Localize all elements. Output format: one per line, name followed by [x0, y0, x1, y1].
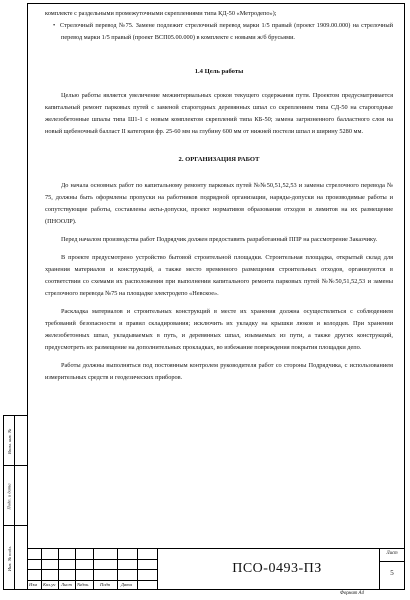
title-block — [27, 548, 405, 590]
paragraph: До начала основных работ по капитальному ремонту парковых путей №№50,51,52,53 и замены стрелочного перевода № 75, должны быть оформлены пропуски на работников подрядной организации, наряды-допуски на производимые работы и сопутствующие работы, составлены акты-допуски, проект нормативов образования отходов и лимитов на их размещение (ПНООЛР). — [45, 182, 393, 225]
paragraph: Перед началом производства работ Подрядчик должен предоставить разработанный ППР на рассмотрение Заказчику. — [61, 236, 378, 243]
side-label-sign-date: Подп. и дата — [7, 482, 12, 510]
side-label-inv-original: Инв. № подл. — [7, 545, 13, 571]
document-code: ПСО-0493-ПЗ — [232, 561, 322, 576]
document-body — [45, 8, 393, 543]
side-label-replace-inv: Взам. инв. № — [7, 428, 13, 454]
paragraph: В проекте предусмотрено устройство бытовой строительной площадки. Строительная площадка, открытый склад для хранения материалов и конструкций, а также место временного размещения строительных отходов, организуются в соответствии со схемами их расположения при выполнении капитального ремонта парковых путей №№50,51,52,53 и замены стрелочного перевода №75 на площадке электродепо «Невское». — [45, 254, 393, 297]
intro-line: комплекте с раздельными промежуточными скреплениями типа КД-50 «Метродепо»); — [45, 10, 277, 17]
sheet-label: Лист — [386, 551, 398, 556]
bullet-text: Стрелочный перевод №75. Замене подлежит стрелочный перевод марки 1/5 правый (проект 1909.00.000) на стрелочный перевод марки 1/5 правый (проект ВСП05.00.000) в комплекте с новыми ж/б брусьями. — [59, 22, 393, 41]
section-1-4-text: Целью работы является увеличение межинтервальных сроков текущего содержания пути. Проектом предусматривается капитальный ремонт парковых путей с заменой старогодных деревянных шпал со скреплением типа СД-50 на старогодные железобетонные шпалы типа Ш1-1 с новым комплектом скреплений типа КБ-50; замена загрязненного балластного слоя на новый щебеночный балласт II категории фр. 25-60 мм на глубину 600 мм от нижней постели шпал и ширину 5280 мм. — [45, 92, 393, 135]
col-podp: Подп — [100, 582, 111, 587]
paragraph: Работы должны выполняться под постоянным контролем руководителя работ со стороны Подрядчика, с использованием измерительных средств и геодезических приборов. — [45, 362, 393, 381]
col-ndok: №док. — [77, 582, 90, 587]
col-izm: Изм — [29, 582, 37, 587]
sheet-number: 5 — [390, 569, 394, 577]
col-kol-uch: Кол.уч — [43, 582, 56, 587]
binding-strip — [3, 415, 27, 590]
col-data: Дата — [121, 582, 132, 587]
section-1-4-title: 1.4 Цель работы — [194, 68, 244, 75]
col-list: Лист — [61, 582, 72, 587]
paragraph: Раскладка материалов и строительных конструкций в месте их хранения должна осуществляться с соблюдением требований безопасности и правил складирования; исключить их укладку на крышки люков и колодцев. При хранении железобетонных шпал, укладываемых в путь, и деревянных шпал, изымаемых из пути, а также других конструкций, предусмотреть их размещение на дополнительных прокладках, во избежание повреждения покрытия площадки депо. — [45, 308, 393, 351]
section-2-title: 2. ОРГАНИЗАЦИЯ РАБОТ — [178, 156, 260, 163]
bullet-item: • Стрелочный перевод №75. Замене подлежит стрелочный перевод марки 1/5 правый (проект 1909.00.000) на стрелочный перевод марки 1/5 правый (проект ВСП05.00.000) в комплекте с новыми ж/б брусьями. — [53, 22, 393, 41]
page-format: Формат А4 — [340, 591, 364, 596]
